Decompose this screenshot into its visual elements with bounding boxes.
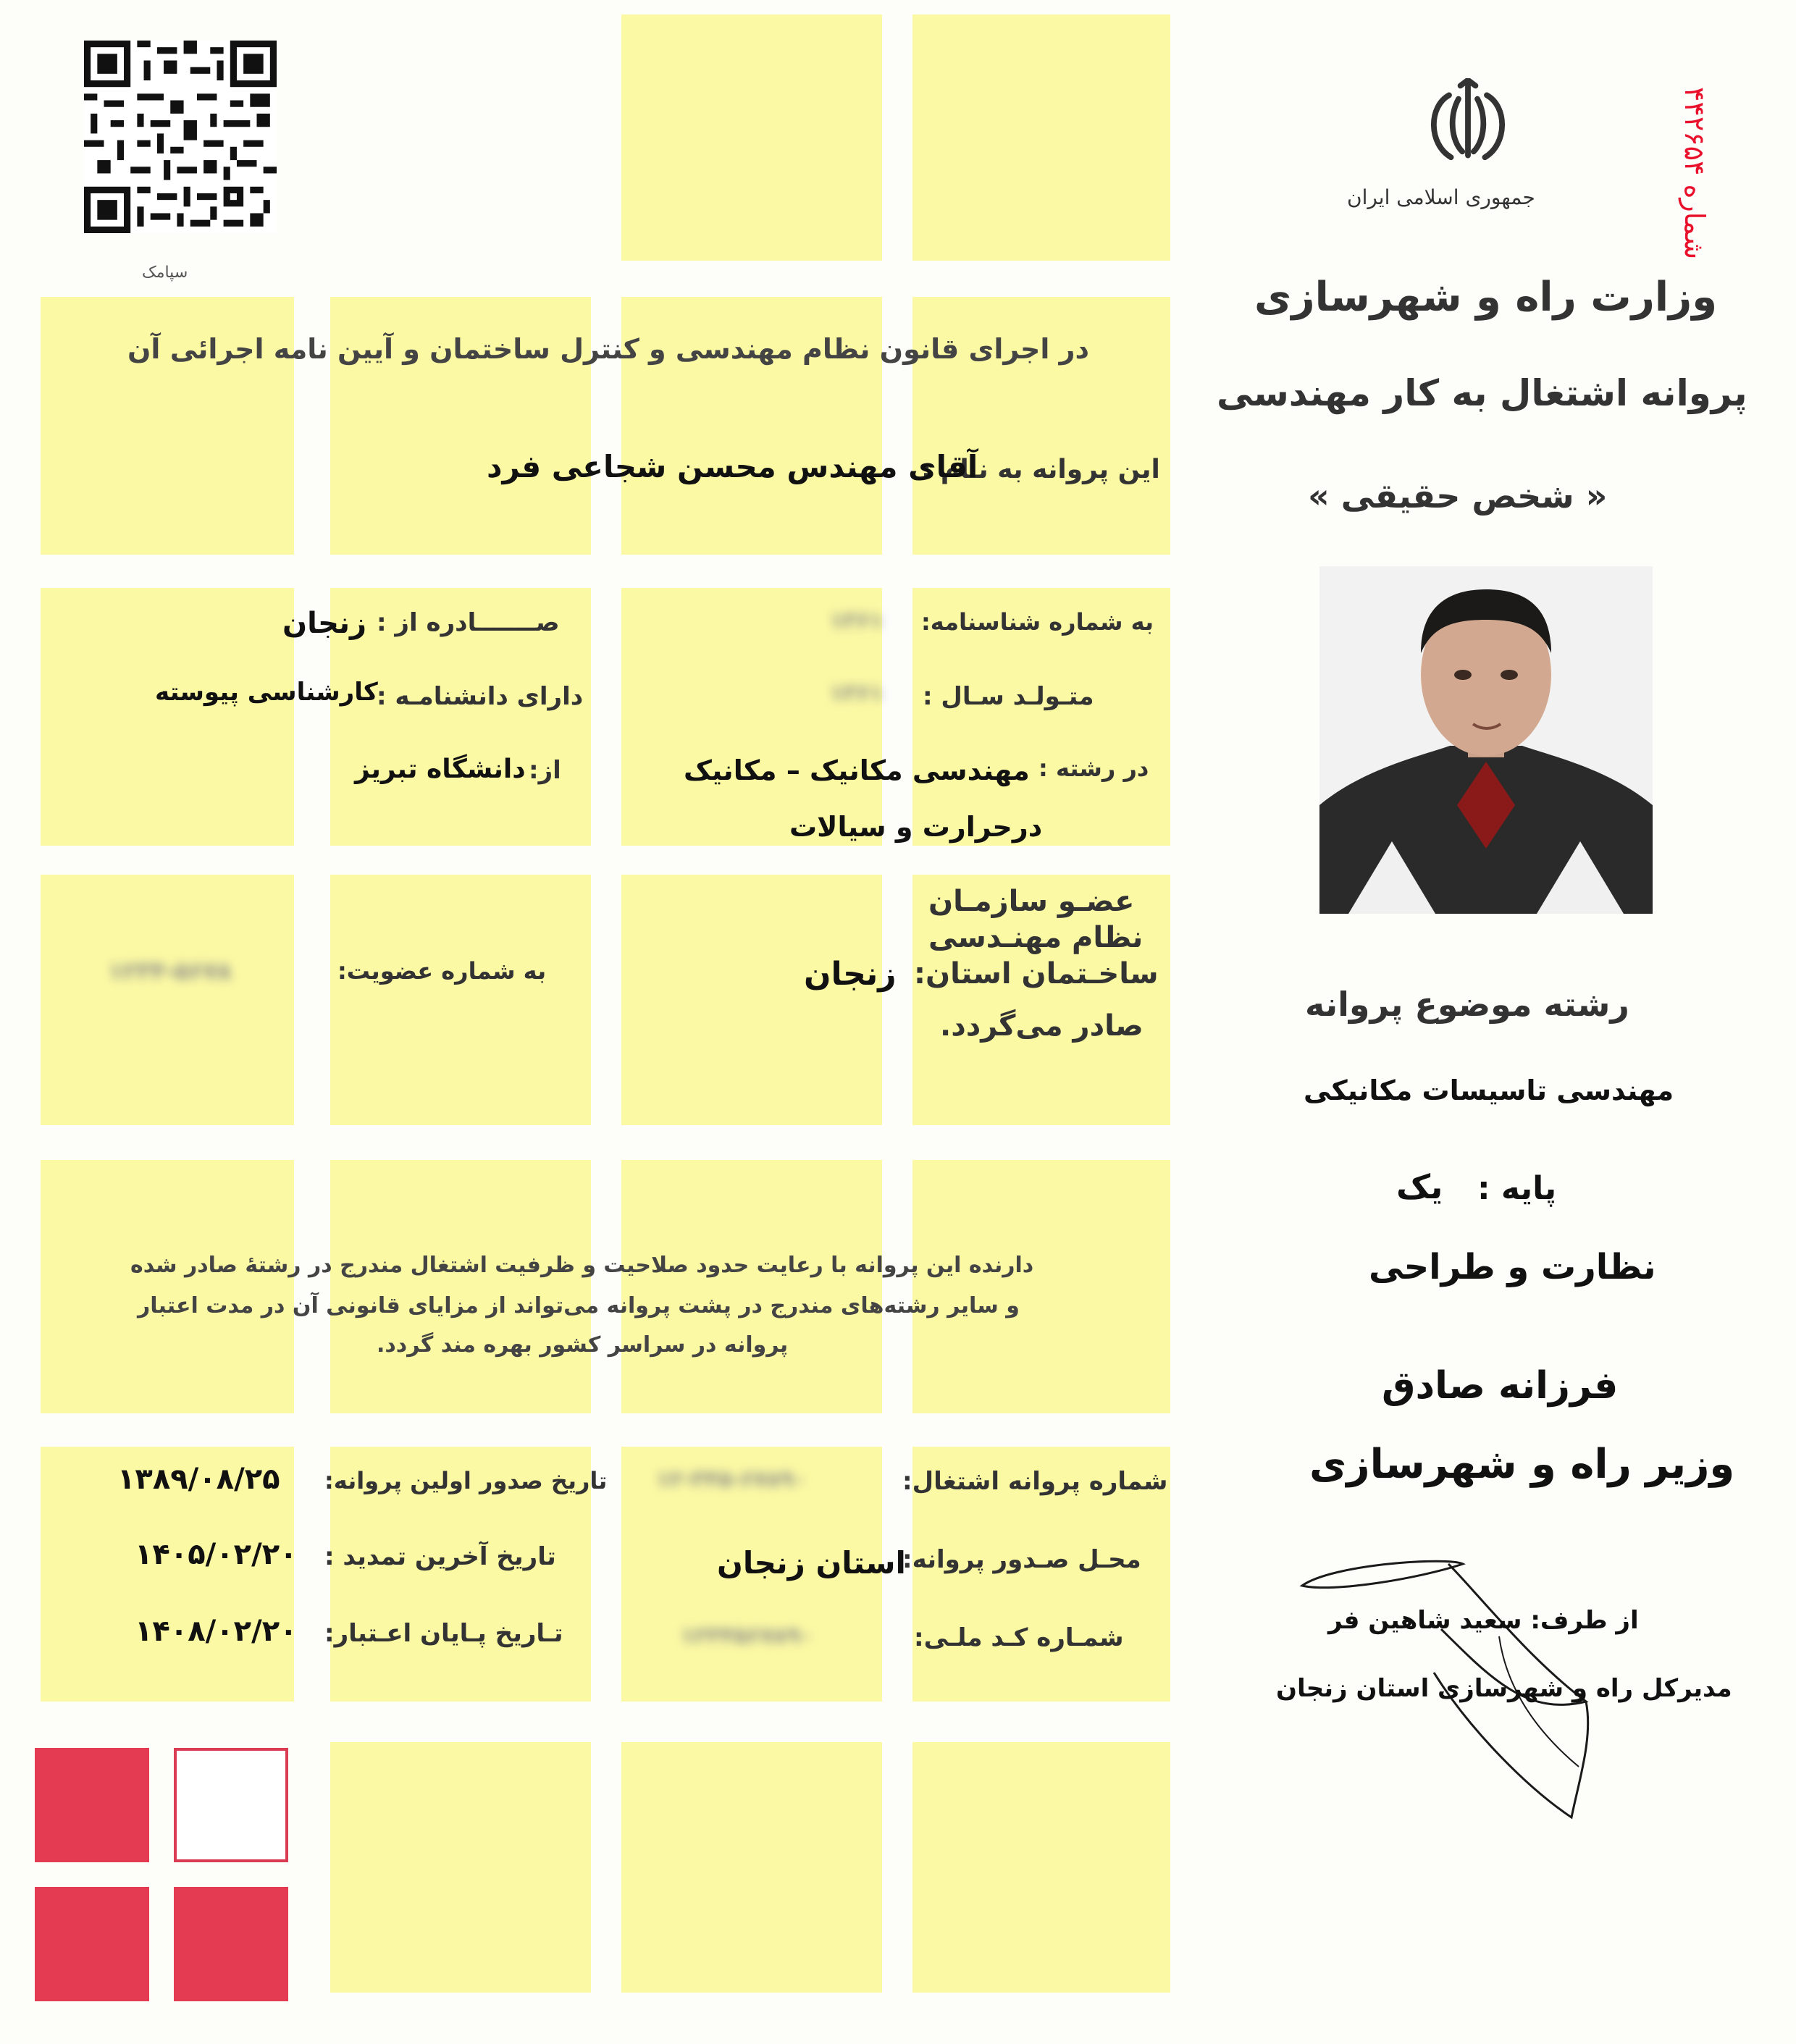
country-name: جمهوری اسلامی ایران (1347, 185, 1535, 209)
degree-value: کارشناسی پیوسته (155, 678, 378, 707)
qr-caption: سپامک (142, 264, 188, 282)
birth-year-value: ۱۳۶۱ (830, 681, 884, 706)
field-value-line2: درحرارت و سیالات (789, 811, 1043, 843)
last-renewal-value: ۱۴۰۵/۰۲/۲۰ (135, 1538, 298, 1571)
bg-tile (621, 1160, 882, 1413)
notice-line-2: و سایر رشته‌های مندرج در پشت پروانه می‌تواند از مزایای قانونی آن در مدت اعتبار (138, 1293, 1020, 1318)
membership-value: ۱۲۳۴-۵۶۷۸ (109, 957, 232, 985)
field-value-line1: مهندسی مکانیک – مکانیک (684, 754, 1030, 786)
subject-heading: رشته موضوع پروانه (1305, 985, 1629, 1024)
license-title: پروانه اشتغال به کار مهندسی (1217, 372, 1747, 414)
member-line2: نظام مهنـدسی (928, 921, 1144, 954)
first-issue-label: تاریخ صدور اولین پروانه: (324, 1467, 608, 1494)
holder-label: این پروانه به نـام : (921, 455, 1160, 484)
bg-tile (330, 1160, 591, 1413)
birth-year-label: متـولـد سـال : (923, 682, 1094, 711)
university-value: دانشگاه تبریز (355, 754, 526, 784)
minister-name: فرزانه صادق (1382, 1364, 1619, 1408)
notice-line-3: پروانه در سراسر کشور بهره مند گردد. (377, 1332, 789, 1358)
notice-line-1: دارنده این پروانه با رعایت حدود صلاحیت و ظرفیت اشتغال مندرج در رشتهٔ صادر شده (130, 1253, 1034, 1278)
issued-from-value: زنجان (282, 607, 367, 640)
bg-tile (621, 14, 882, 261)
bg-tile (912, 1742, 1170, 1993)
bg-tile (330, 875, 591, 1125)
ministry-name: وزارت راه و شهرسازی (1254, 274, 1718, 321)
bg-tile (41, 1160, 294, 1413)
degree-label: دارای دانشنامـه : (377, 682, 584, 711)
member-line3: ساخـتمان استان: (914, 957, 1159, 991)
member-line1: عضـو سازمـان (928, 885, 1135, 918)
field-label: در رشته : (1038, 754, 1149, 782)
competence: نظارت و طراحی (1369, 1247, 1656, 1287)
national-code-value: ۱۲۳۴۵۶۷۸۹۰ (681, 1623, 814, 1649)
membership-label: به شماره عضویت: (337, 957, 547, 985)
id-number-value: ۱۳۶۱ (830, 608, 884, 634)
qr-code-icon (84, 41, 277, 233)
expiry-value: ۱۴۰۸/۰۲/۲۰ (135, 1615, 298, 1648)
serial-number: شماره ۴۴۲۶۵۴ (1679, 87, 1711, 260)
preamble: در اجرای قانون نظام مهندسی و کنترل ساختمان و آیین نامه اجرائی آن (127, 333, 1090, 365)
first-issue-value: ۱۳۸۹/۰۸/۲۵ (117, 1463, 280, 1496)
security-square (35, 1887, 149, 2001)
security-square-outline (174, 1748, 288, 1862)
bg-tile (912, 14, 1170, 261)
subject-value: مهندسی تاسیسات مکانیکی (1304, 1074, 1674, 1106)
bg-tile (912, 1160, 1170, 1413)
last-renewal-label: تاریخ آخرین تمدید : (324, 1542, 556, 1571)
holder-photo (1319, 566, 1653, 914)
member-province: زنجان (804, 956, 897, 993)
grade-label: پایه : (1477, 1170, 1557, 1207)
id-number-label: به شماره شناسنامه: (921, 608, 1154, 636)
security-square (35, 1748, 149, 1862)
issued-text: صادر می‌گردد. (940, 1009, 1144, 1043)
license-no-value: ۱۲-۳۴۵-۶۷۸۹۰ (656, 1467, 807, 1492)
bg-tile (41, 875, 294, 1125)
bg-tile (621, 1742, 882, 1993)
grade-value: یک (1396, 1167, 1443, 1206)
bg-tile (41, 588, 294, 846)
university-label: از: (529, 756, 561, 785)
national-code-label: شمـاره کـد ملـی: (914, 1623, 1124, 1652)
on-behalf: از طرف: سعید شاهین فر (1328, 1606, 1639, 1635)
bg-tile (330, 1742, 591, 1993)
person-type: « شخص حقیقی » (1308, 476, 1608, 516)
license-no-label: شماره پروانه اشتغال: (902, 1467, 1168, 1496)
holder-value: آقای مهندس محسن شجاعی فرد (487, 449, 978, 484)
iran-emblem-icon (1421, 78, 1515, 172)
minister-title: وزیر راه و شهرسازی (1309, 1441, 1735, 1488)
director-title: مدیرکل راه و شهرسازی استان زنجان (1276, 1674, 1732, 1703)
issued-from-label: صـــــــادره از : (377, 608, 560, 637)
expiry-label: تـاریخ پـایان اعـتبار: (324, 1619, 563, 1648)
issue-place-label: محـل صـدور پروانه: (902, 1545, 1141, 1574)
issue-place-value: استان زنجان (717, 1545, 906, 1581)
security-square (174, 1887, 288, 2001)
bg-tile (621, 875, 882, 1125)
